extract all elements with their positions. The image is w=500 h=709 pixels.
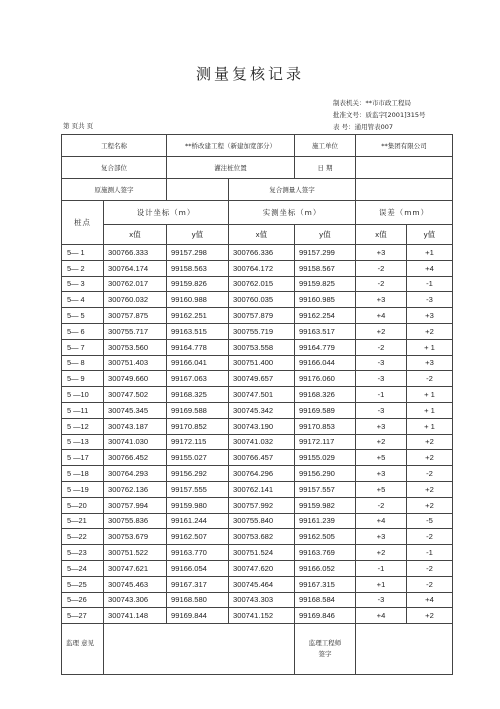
date-label: 日 期 (295, 157, 356, 179)
original-surveyor-signature (167, 179, 229, 201)
point-id: 5 —11 (62, 402, 104, 418)
measured-x: 300757.879 (229, 308, 295, 324)
measured-y: 99157.557 (295, 481, 356, 497)
design-x: 300751.403 (104, 355, 167, 371)
point-id: 5—23 (62, 545, 104, 561)
measured-y: 99169.846 (295, 608, 356, 624)
info-row-part (62, 157, 453, 179)
error-y: +2 (407, 497, 453, 513)
error-x: -2 (356, 497, 407, 513)
table-row (62, 371, 453, 387)
point-id: 5 —17 (62, 450, 104, 466)
design-x: 300749.660 (104, 371, 167, 387)
measured-x: 300753.558 (229, 339, 295, 355)
point-id: 5 —12 (62, 418, 104, 434)
point-id: 5— 9 (62, 371, 104, 387)
table-row (62, 276, 453, 292)
error-x: +3 (356, 292, 407, 308)
measured-x: 300749.657 (229, 371, 295, 387)
supervisor-opinion-value (104, 624, 295, 675)
error-y: + 1 (407, 387, 453, 403)
error-header: 误差（mm） (356, 201, 453, 225)
measured-y: 99168.326 (295, 387, 356, 403)
design-y: 99166.041 (167, 355, 229, 371)
table-row (62, 355, 453, 371)
table-row (62, 260, 453, 276)
builder-value: **集团有限公司 (356, 135, 453, 157)
footer-row (62, 624, 453, 675)
design-y: 99159.826 (167, 276, 229, 292)
point-id: 5— 4 (62, 292, 104, 308)
measured-x: 300762.015 (229, 276, 295, 292)
point-id: 5— 1 (62, 245, 104, 261)
error-x: +3 (356, 245, 407, 261)
point-id: 5— 5 (62, 308, 104, 324)
design-y: 99163.770 (167, 545, 229, 561)
measured-y: 99161.239 (295, 513, 356, 529)
measured-y: 99159.982 (295, 497, 356, 513)
design-x: 300766.452 (104, 450, 167, 466)
error-y: +2 (407, 450, 453, 466)
point-id: 5—22 (62, 529, 104, 545)
design-x: 300747.502 (104, 387, 167, 403)
design-y: 99169.844 (167, 608, 229, 624)
project-name-label: 工程名称 (62, 135, 167, 157)
measured-x: 300755.719 (229, 323, 295, 339)
header-row-axes (62, 225, 453, 245)
measured-y: 99166.044 (295, 355, 356, 371)
measured-x: 300753.682 (229, 529, 295, 545)
measured-x: 300741.152 (229, 608, 295, 624)
measured-y: 99159.825 (295, 276, 356, 292)
design-y: 99168.580 (167, 592, 229, 608)
measured-x: 300743.303 (229, 592, 295, 608)
error-x: +4 (356, 308, 407, 324)
survey-record-table (61, 134, 453, 675)
design-coords-header: 设计坐标（m） (104, 201, 229, 225)
measured-x: 300743.190 (229, 418, 295, 434)
design-x: 300760.032 (104, 292, 167, 308)
point-id: 5—21 (62, 513, 104, 529)
table-row (62, 402, 453, 418)
point-id: 5—24 (62, 560, 104, 576)
design-y: 99159.980 (167, 497, 229, 513)
meta-issuer: 制表机关：**市市政工程局 (333, 99, 411, 107)
table-row (62, 418, 453, 434)
measured-x: 300747.501 (229, 387, 295, 403)
measured-y: 99176.060 (295, 371, 356, 387)
error-y: + 1 (407, 339, 453, 355)
table-row (62, 529, 453, 545)
measured-y: 99163.769 (295, 545, 356, 561)
error-y: +2 (407, 434, 453, 450)
measured-y: 99162.505 (295, 529, 356, 545)
design-y: 99157.298 (167, 245, 229, 261)
error-x: -3 (356, 355, 407, 371)
original-surveyor-label: 原施测人签字 (62, 179, 167, 201)
point-id: 5 —18 (62, 466, 104, 482)
measured-y: 99166.052 (295, 560, 356, 576)
design-y: 99170.852 (167, 418, 229, 434)
table-row (62, 308, 453, 324)
point-id: 5—27 (62, 608, 104, 624)
error-y: +4 (407, 592, 453, 608)
table-row (62, 387, 453, 403)
table-row (62, 513, 453, 529)
design-x: 300757.875 (104, 308, 167, 324)
info-row-project (62, 135, 453, 157)
point-id: 5—25 (62, 576, 104, 592)
design-x: 300762.136 (104, 481, 167, 497)
design-y: 99155.027 (167, 450, 229, 466)
error-x: +4 (356, 608, 407, 624)
design-x: 300751.522 (104, 545, 167, 561)
measured-y: 99163.517 (295, 323, 356, 339)
error-x: -2 (356, 276, 407, 292)
table-row (62, 592, 453, 608)
measured-y: 99169.589 (295, 402, 356, 418)
engineer-signature-label (295, 624, 356, 675)
design-x: 300755.717 (104, 323, 167, 339)
design-x: 300762.017 (104, 276, 167, 292)
table-row (62, 481, 453, 497)
design-y: 99169.588 (167, 402, 229, 418)
measured-x: 300760.035 (229, 292, 295, 308)
point-id: 5 —10 (62, 387, 104, 403)
point-id: 5—26 (62, 592, 104, 608)
page-number-info: 第 页共 页 (63, 122, 94, 130)
error-x: -3 (356, 371, 407, 387)
table-row (62, 339, 453, 355)
table-row (62, 323, 453, 339)
measured-y: 99160.985 (295, 292, 356, 308)
table-row (62, 245, 453, 261)
error-x: +2 (356, 434, 407, 450)
design-x: 300766.333 (104, 245, 167, 261)
measured-x-header: x值 (229, 225, 295, 245)
error-x: +2 (356, 545, 407, 561)
date-value (356, 157, 453, 179)
design-x: 300743.306 (104, 592, 167, 608)
measured-y: 99168.584 (295, 592, 356, 608)
engineer-label-line1: 监理工程师 (308, 639, 342, 648)
error-y: +4 (407, 260, 453, 276)
error-x: -3 (356, 592, 407, 608)
design-x: 300745.345 (104, 402, 167, 418)
design-y: 99162.251 (167, 308, 229, 324)
error-x: +3 (356, 466, 407, 482)
design-x: 300745.463 (104, 576, 167, 592)
measured-y: 99162.254 (295, 308, 356, 324)
measured-x: 300751.400 (229, 355, 295, 371)
error-y: -5 (407, 513, 453, 529)
measured-y: 99172.117 (295, 434, 356, 450)
measured-x: 300766.336 (229, 245, 295, 261)
table-row (62, 608, 453, 624)
error-y: +2 (407, 323, 453, 339)
point-id: 5— 6 (62, 323, 104, 339)
point-id: 5—20 (62, 497, 104, 513)
meta-approval-number: 批准文号：质监字[2001]315号 (333, 111, 426, 119)
table-row (62, 497, 453, 513)
check-part-value: 灌注桩位置 (167, 157, 295, 179)
measured-y: 99170.853 (295, 418, 356, 434)
design-x: 300764.174 (104, 260, 167, 276)
error-y: + 1 (407, 418, 453, 434)
design-x: 300757.994 (104, 497, 167, 513)
design-x-header: x值 (104, 225, 167, 245)
error-x: +2 (356, 323, 407, 339)
measured-x: 300751.524 (229, 545, 295, 561)
supervisor-opinion-label: 监理 意见 (62, 624, 104, 675)
error-x: +5 (356, 450, 407, 466)
design-y: 99166.054 (167, 560, 229, 576)
measured-y: 99158.567 (295, 260, 356, 276)
design-y: 99163.515 (167, 323, 229, 339)
design-x: 300741.030 (104, 434, 167, 450)
builder-label: 施工单位 (295, 135, 356, 157)
error-x: -3 (356, 402, 407, 418)
point-id: 5— 7 (62, 339, 104, 355)
design-x: 300753.679 (104, 529, 167, 545)
table-row (62, 434, 453, 450)
point-id: 5 —13 (62, 434, 104, 450)
design-y: 99167.317 (167, 576, 229, 592)
engineer-label-line2: 签字 (318, 650, 332, 659)
design-x: 300753.560 (104, 339, 167, 355)
design-x: 300755.836 (104, 513, 167, 529)
design-x: 300764.293 (104, 466, 167, 482)
meta-form-number: 表 号：通用管表007 (333, 123, 393, 131)
error-y: +3 (407, 308, 453, 324)
error-x: +3 (356, 418, 407, 434)
error-y: +1 (407, 245, 453, 261)
design-y: 99162.507 (167, 529, 229, 545)
error-y: + 1 (407, 402, 453, 418)
measured-x: 300757.992 (229, 497, 295, 513)
error-x: +5 (356, 481, 407, 497)
table-row (62, 292, 453, 308)
point-id: 5— 8 (62, 355, 104, 371)
table-row (62, 466, 453, 482)
error-x: +1 (356, 576, 407, 592)
design-x: 300743.187 (104, 418, 167, 434)
error-y: -2 (407, 466, 453, 482)
header-row-groups (62, 201, 453, 225)
point-header: 桩点 (62, 201, 104, 245)
design-y: 99160.988 (167, 292, 229, 308)
error-y: -1 (407, 276, 453, 292)
error-y: -2 (407, 529, 453, 545)
measured-x: 300764.296 (229, 466, 295, 482)
design-y: 99172.115 (167, 434, 229, 450)
table-row (62, 545, 453, 561)
measured-coords-header: 实测坐标（m） (229, 201, 356, 225)
engineer-signature-value (356, 624, 453, 675)
measured-y: 99157.299 (295, 245, 356, 261)
measured-y: 99155.029 (295, 450, 356, 466)
error-y: -1 (407, 545, 453, 561)
page-title: 测量复核记录 (195, 65, 304, 83)
table-row (62, 576, 453, 592)
design-x: 300741.148 (104, 608, 167, 624)
point-id: 5— 2 (62, 260, 104, 276)
measured-x: 300764.172 (229, 260, 295, 276)
point-id: 5— 3 (62, 276, 104, 292)
project-name-value: **桥改建工程（新建加宽部分） (167, 135, 295, 157)
measured-x: 300747.620 (229, 560, 295, 576)
measured-x: 300762.141 (229, 481, 295, 497)
error-y: +2 (407, 481, 453, 497)
measured-y-header: y值 (295, 225, 356, 245)
error-y: +3 (407, 355, 453, 371)
measured-y: 99156.290 (295, 466, 356, 482)
info-row-signatures (62, 179, 453, 201)
design-y: 99157.555 (167, 481, 229, 497)
measured-y: 99164.779 (295, 339, 356, 355)
point-id: 5 —19 (62, 481, 104, 497)
error-y: -2 (407, 371, 453, 387)
table-row (62, 560, 453, 576)
error-y-header: y值 (407, 225, 453, 245)
measured-x: 300766.457 (229, 450, 295, 466)
design-y: 99156.292 (167, 466, 229, 482)
measured-x: 300755.840 (229, 513, 295, 529)
error-y: -2 (407, 560, 453, 576)
measured-y: 99167.315 (295, 576, 356, 592)
design-y: 99158.563 (167, 260, 229, 276)
error-x: -2 (356, 339, 407, 355)
design-y: 99168.325 (167, 387, 229, 403)
design-y: 99167.063 (167, 371, 229, 387)
measured-x: 300745.342 (229, 402, 295, 418)
error-x-header: x值 (356, 225, 407, 245)
recheck-surveyor-label: 复合测量人签字 (229, 179, 356, 201)
error-y: -2 (407, 576, 453, 592)
recheck-surveyor-signature (356, 179, 453, 201)
error-x: -2 (356, 260, 407, 276)
measured-x: 300745.464 (229, 576, 295, 592)
error-x: -1 (356, 560, 407, 576)
error-x: +4 (356, 513, 407, 529)
design-y-header: y值 (167, 225, 229, 245)
error-x: -1 (356, 387, 407, 403)
error-y: -3 (407, 292, 453, 308)
design-x: 300747.621 (104, 560, 167, 576)
check-part-label: 复合部位 (62, 157, 167, 179)
measured-x: 300741.032 (229, 434, 295, 450)
design-y: 99161.244 (167, 513, 229, 529)
error-y: +2 (407, 608, 453, 624)
design-y: 99164.778 (167, 339, 229, 355)
error-x: +3 (356, 529, 407, 545)
table-row (62, 450, 453, 466)
